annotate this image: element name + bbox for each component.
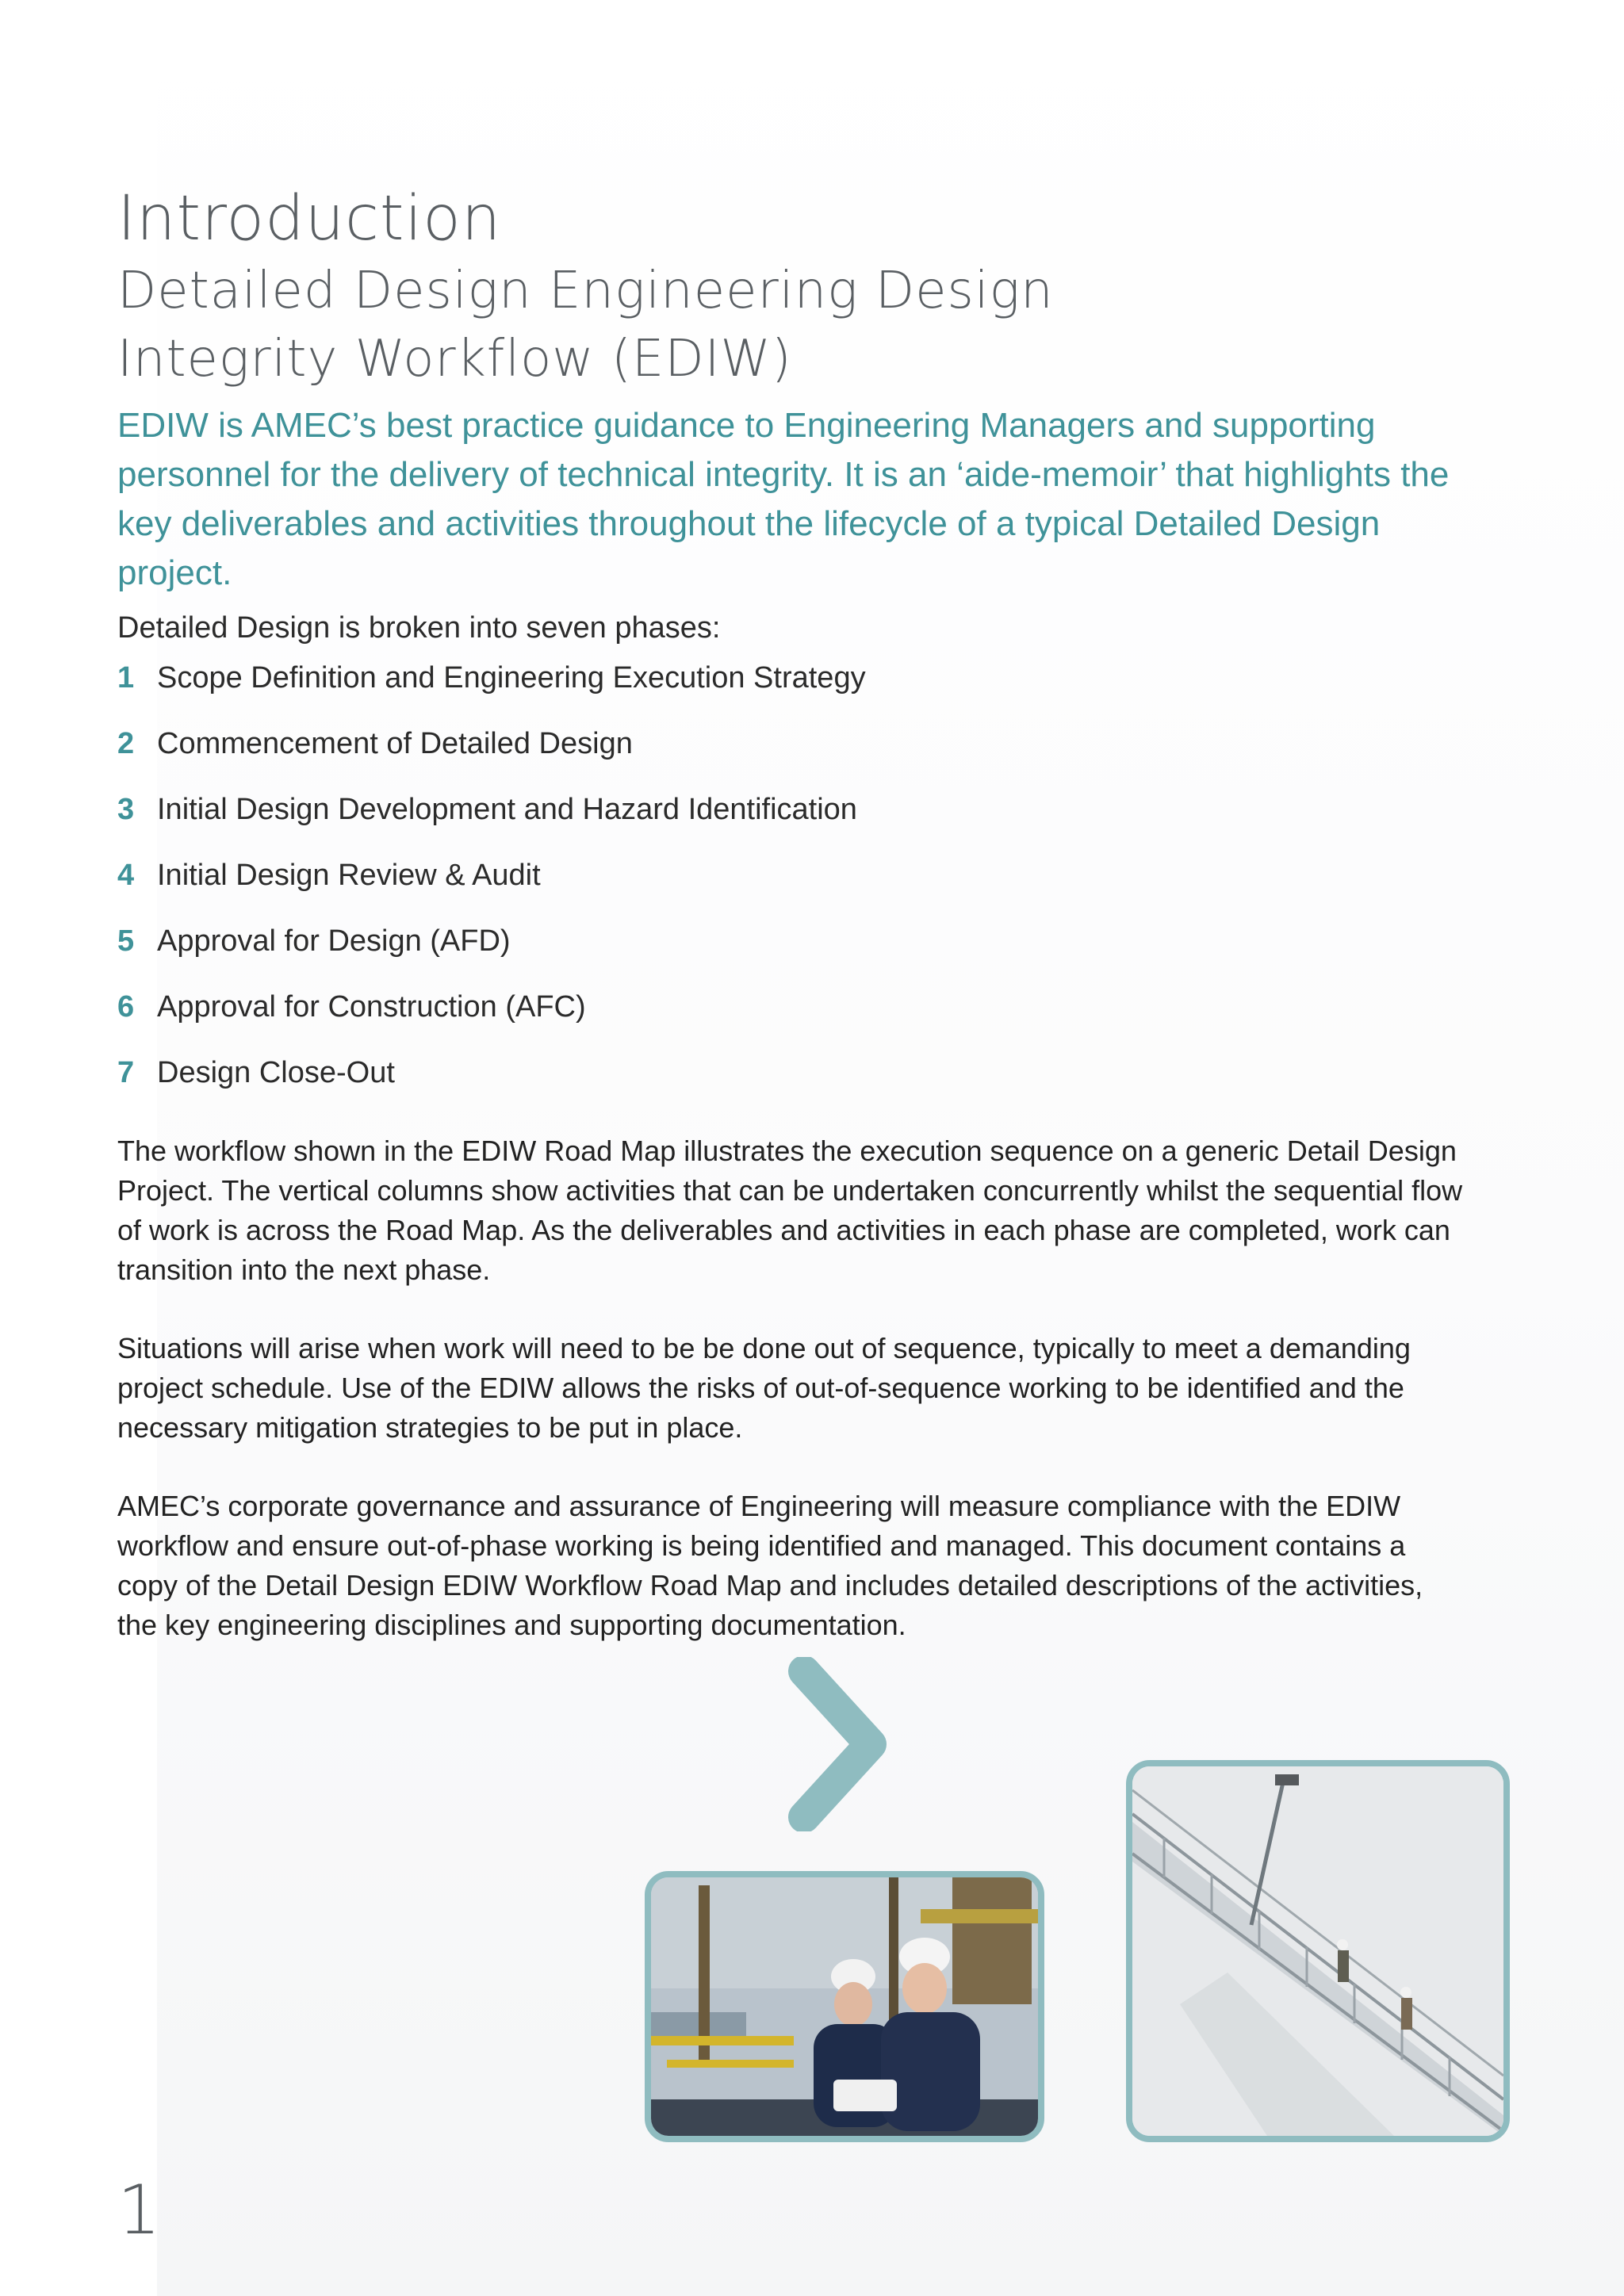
phase-item <box>117 1056 1497 1122</box>
phase-item <box>117 924 1497 990</box>
phase-label: Approval for Construction (AFC) <box>157 990 586 1024</box>
engineers-on-platform-photo <box>645 1871 1044 2142</box>
phase-number: 1 <box>117 661 135 695</box>
page-subtitle-line-1: Detailed Design Engineering Design <box>117 262 1054 320</box>
phase-item <box>117 727 1497 793</box>
page-number: 1 <box>117 2171 161 2250</box>
phase-number: 3 <box>117 793 135 826</box>
phase-list <box>117 661 1497 1122</box>
phase-number: 2 <box>117 727 135 760</box>
phase-number: 4 <box>117 859 135 892</box>
phase-number: 7 <box>117 1056 135 1089</box>
document-body <box>117 181 1497 1684</box>
phase-item <box>117 793 1497 859</box>
phase-number: 6 <box>117 990 135 1024</box>
phase-item <box>117 661 1497 727</box>
lead-paragraph: EDIW is AMEC’s best practice guidance to Engineering Managers and supporting personnel for the delivery of technical integrity. It is an ‘aide-memoir’ that highlights the key deliverables and activities throughout the lifecycle of a typical Detailed Design project. <box>117 406 1450 592</box>
phase-label: Commencement of Detailed Design <box>157 727 633 760</box>
page-subtitle-line-2: Integrity Workflow (EDIW) <box>117 330 792 388</box>
phase-number: 5 <box>117 924 135 958</box>
body-paragraph-workflow: The workflow shown in the EDIW Road Map illustrates the execution sequence on a generic Detail Design Project. The vertical columns show activities that can be undertaken concurrently whilst the sequential flow of work is across the Road Map. As the deliverables and activities in each phase are completed, work can transition into the next phase. <box>117 1135 1463 1286</box>
chevron-right-icon <box>787 1657 898 1831</box>
body-paragraph-situations: Situations will arise when work will need to be be done out of sequence, typically to meet a demanding project schedule. Use of the EDIW allows the risks of out-of-sequence working to be identified and the necessary mitigation strategies to be put in place. <box>117 1332 1411 1444</box>
phase-label: Scope Definition and Engineering Execution Strategy <box>157 661 866 695</box>
workers-on-stairway-photo <box>1126 1760 1510 2142</box>
phase-label: Approval for Design (AFD) <box>157 924 511 958</box>
phase-item <box>117 990 1497 1056</box>
phase-label: Design Close-Out <box>157 1056 395 1089</box>
phases-intro: Detailed Design is broken into seven phases: <box>117 611 721 645</box>
body-paragraph-governance: AMEC’s corporate governance and assurance of Engineering will measure compliance with the EDIW workflow and ensure out-of-phase working is being identified and managed. This document contains a copy of the Detail Design EDIW Workflow Road Map and includes detailed descriptions of the activities, the key engineering disciplines and supporting documentation. <box>117 1490 1423 1641</box>
page-title: Introduction <box>117 183 502 254</box>
phase-item <box>117 859 1497 924</box>
phase-label: Initial Design Review & Audit <box>157 859 541 892</box>
phase-label: Initial Design Development and Hazard Identification <box>157 793 857 826</box>
